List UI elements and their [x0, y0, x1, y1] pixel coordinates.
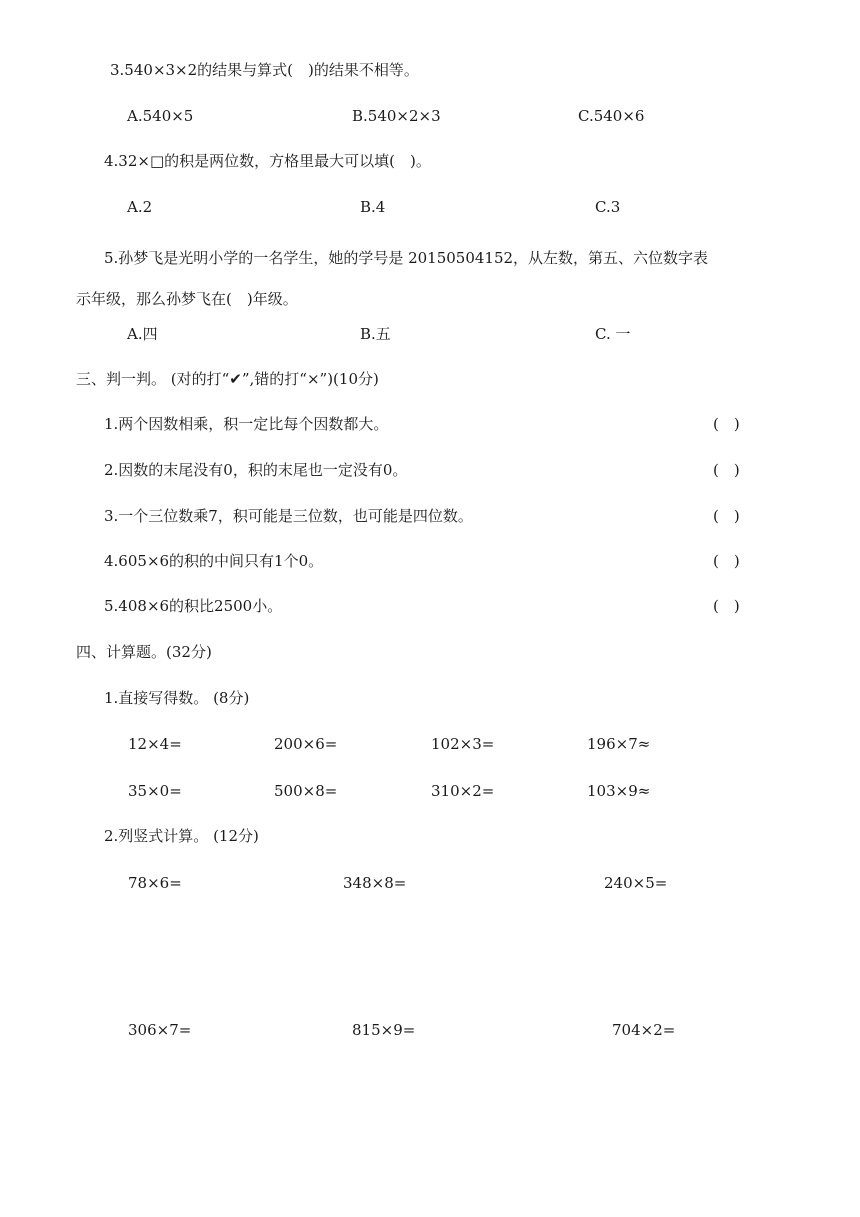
judge-item-2: 2.因数的末尾没有0，积的末尾也一定没有0。	[104, 461, 408, 479]
direct-calc-item: 103×9≈	[587, 782, 651, 800]
question-3-option-b[interactable]: B.540×2×3	[352, 107, 441, 125]
section-4-heading: 四、计算题。(32分)	[76, 643, 212, 661]
direct-calc-item: 102×3=	[431, 735, 495, 753]
vertical-calc-item: 240×5=	[604, 874, 668, 892]
vertical-calc-item: 306×7=	[128, 1021, 192, 1039]
direct-calc-item: 196×7≈	[587, 735, 651, 753]
direct-calc-title: 1.直接写得数。 (8分)	[104, 689, 250, 707]
judge-answer-1[interactable]: ( )	[713, 415, 740, 433]
judge-item-1: 1.两个因数相乘，积一定比每个因数都大。	[104, 415, 389, 433]
question-4-stem: 4.32×□的积是两位数，方格里最大可以填( )。	[104, 152, 431, 170]
judge-item-5: 5.408×6的积比2500小。	[104, 597, 283, 615]
direct-calc-item: 310×2=	[431, 782, 495, 800]
question-5-stem-line2: 示年级，那么孙梦飞在( )年级。	[76, 290, 298, 308]
direct-calc-item: 200×6=	[274, 735, 338, 753]
judge-answer-4[interactable]: ( )	[713, 552, 740, 570]
question-5-option-a[interactable]: A.四	[127, 325, 158, 343]
direct-calc-item: 35×0=	[128, 782, 182, 800]
judge-item-4: 4.605×6的积的中间只有1个0。	[104, 552, 324, 570]
question-5-option-b[interactable]: B.五	[360, 325, 391, 343]
question-4-option-c[interactable]: C.3	[595, 198, 621, 216]
judge-answer-5[interactable]: ( )	[713, 597, 740, 615]
direct-calc-item: 500×8=	[274, 782, 338, 800]
judge-item-3: 3.一个三位数乘7，积可能是三位数，也可能是四位数。	[104, 507, 473, 525]
vertical-calc-item: 704×2=	[612, 1021, 676, 1039]
vertical-calc-item: 78×6=	[128, 874, 182, 892]
direct-calc-item: 12×4=	[128, 735, 182, 753]
question-5-option-c[interactable]: C. 一	[595, 325, 631, 343]
vertical-calc-title: 2.列竖式计算。 (12分)	[104, 827, 259, 845]
question-3-option-c[interactable]: C.540×6	[578, 107, 645, 125]
vertical-calc-item: 348×8=	[343, 874, 407, 892]
question-3-option-a[interactable]: A.540×5	[127, 107, 194, 125]
question-4-option-b[interactable]: B.4	[360, 198, 386, 216]
vertical-calc-item: 815×9=	[352, 1021, 416, 1039]
section-3-heading: 三、判一判。 (对的打“✔”,错的打“×”)(10分)	[76, 370, 379, 388]
question-5-stem-line1: 5.孙梦飞是光明小学的一名学生，她的学号是 20150504152，从左数，第五、六位数字表	[104, 249, 709, 267]
judge-answer-2[interactable]: ( )	[713, 461, 740, 479]
question-3-stem: 3.540×3×2的结果与算式( )的结果不相等。	[110, 61, 419, 79]
judge-answer-3[interactable]: ( )	[713, 507, 740, 525]
question-4-option-a[interactable]: A.2	[127, 198, 153, 216]
